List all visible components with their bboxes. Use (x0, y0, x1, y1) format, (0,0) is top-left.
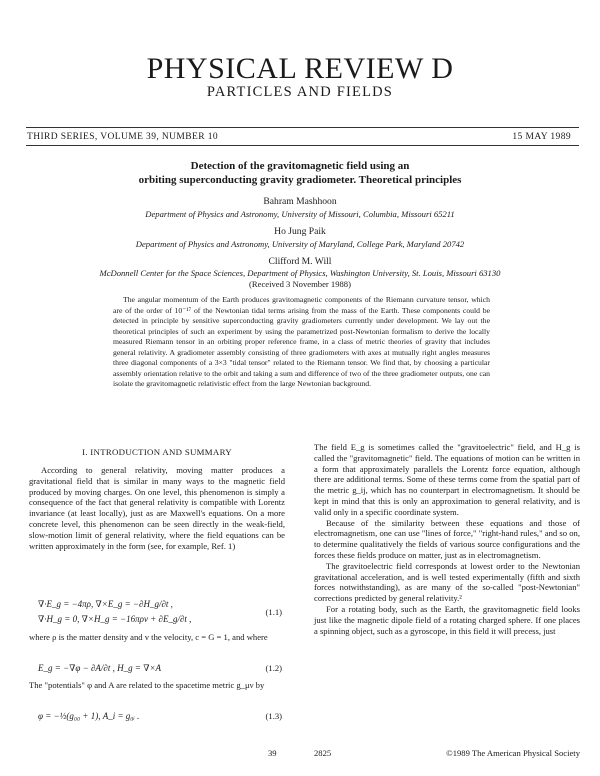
equation-number-1-1: (1.1) (265, 607, 282, 617)
journal-title: PHYSICAL REVIEW D (146, 52, 454, 85)
header-rule-top (26, 127, 579, 128)
equation-3: φ = −½(g₀₀ + 1), A_i = g₀ᵢ . (38, 711, 140, 721)
right-column (314, 442, 580, 636)
author-affiliation: McDonnell Center for the Space Sciences, Department of Physics, Washington University, St. Louis, Missouri 63130 (99, 268, 501, 278)
title-line-1: Detection of the gravitomagnetic field using an (190, 160, 410, 172)
article-title (0, 159, 600, 187)
equation-number-1-3: (1.3) (265, 711, 282, 721)
author-affiliation: Department of Physics and Astronomy, University of Maryland, College Park, Maryland 20742 (135, 239, 465, 249)
paragraph: Because of the similarity between these equations and those of electromagnetism, one can use "lines of force," "right-hand rules," and so on, to determine qualitatively the fields of various source configurations and the forces these fields produce on matter, just as in electromagnetism. (314, 517, 580, 560)
equation-1b: ∇·H_g = 0, ∇×H_g = −16πρv + ∂E_g/∂t , (38, 614, 192, 624)
paragraph: The "potentials" φ and A are related to the spacetime metric g_μν by (29, 680, 265, 690)
header-rule-bottom (26, 145, 579, 146)
page-number: 2825 (314, 748, 332, 758)
copyright: ©1989 The American Physical Society (446, 748, 580, 758)
left-column-paragraph-1 (29, 465, 285, 551)
series-info: THIRD SERIES, VOLUME 39, NUMBER 10 (27, 132, 219, 142)
author-name: Clifford M. Will (268, 256, 332, 267)
left-column-paragraph-3 (29, 680, 285, 691)
equation-number-1-2: (1.2) (265, 663, 282, 673)
paragraph: The field E_g is sometimes called the "gravitoelectric" field, and H_g is called the "gravitomagnetic" field. The equations of motion can be written in a form that approximately parallels the Lorentz force equation, although there are additional terms. Some of these terms come from the spatial part of the metric g_ij, which has no counterpart in electromagnetism. It should be kept in mind that this is only an approximation to general relativity, and is valid only in a specific coordinate system. (314, 442, 580, 517)
section-heading: I. INTRODUCTION AND SUMMARY (82, 447, 232, 457)
title-line-2: orbiting superconducting gravity gradiometer. Theoretical principles (138, 174, 462, 186)
paragraph: According to general relativity, moving matter produces a gravitational field that is similar in many ways to the magnetic field produced by moving charges. On one level, this phenomenon is simply a consequence of the fact that general relativity is compatible with Lorentz invariance (at least locally), just as are Maxwell's equations. On a more concrete level, this phenomenon can be seen directly in the weak-field, slow-motion limit of general relativity, where the field equations can be written approximately in the form (see, for example, Ref. 1) (29, 465, 285, 551)
left-column-paragraph-2 (29, 632, 285, 643)
received-date: (Received 3 November 1988) (249, 279, 351, 289)
paragraph: where ρ is the matter density and v the velocity, c = G = 1, and where (29, 632, 268, 642)
author-affiliation: Department of Physics and Astronomy, University of Missouri, Columbia, Missouri 65211 (145, 209, 455, 219)
volume-number: 39 (268, 748, 277, 758)
author-name: Ho Jung Paik (274, 226, 326, 237)
abstract: The angular momentum of the Earth produces gravitomagnetic components of the Riemann curvature tensor, which are of the order of 10⁻¹⁷ of the Newtonian tidal terms arising from the mass of the Earth. These components could be detected in principle by sensitive superconducting gravity gradiometers currently under development. We lay out the theoretical principles of such an experiment by using the parametrized post-Newtonian formalism to derive the locally measured Riemann tensor in an orbiting proper reference frame, in a class of metric theories of gravity that includes general relativity. A gradiometer assembly consisting of three gradiometers with axes at mutually right angles measures three diagonal components of a 3×3 "tidal tensor" related to the Riemann tensor. We find that, by choosing a particular assembly orientation relative to the orbit and taking a sum and difference of two of the three gradiometer outputs, one can isolate the gravitomagnetic relativistic effect from the large Newtonian background. (113, 295, 490, 389)
paragraph: For a rotating body, such as the Earth, the gravitomagnetic field looks just like the magnetic dipole field of a rotating charged sphere. If one places a spinning object, such as a gyroscope, in this field it will precess, just (314, 603, 580, 636)
paragraph: The gravitoelectric field corresponds at lowest order to the Newtonian gravitational acceleration, and is well tested experimentally (fifth and sixth forces notwithstanding), as are many of the so-called "post-Newtonian" corrections predicted by general relativity.² (314, 560, 580, 604)
author-name: Bahram Mashhoon (263, 196, 337, 207)
equation-2: E_g = −∇φ − ∂A/∂t , H_g = ∇×A (38, 663, 162, 673)
journal-subtitle: PARTICLES AND FIELDS (206, 84, 394, 100)
issue-date: 15 MAY 1989 (512, 132, 571, 142)
equation-1a: ∇·E_g = −4πρ, ∇×E_g = −∂H_g/∂t , (38, 599, 173, 609)
